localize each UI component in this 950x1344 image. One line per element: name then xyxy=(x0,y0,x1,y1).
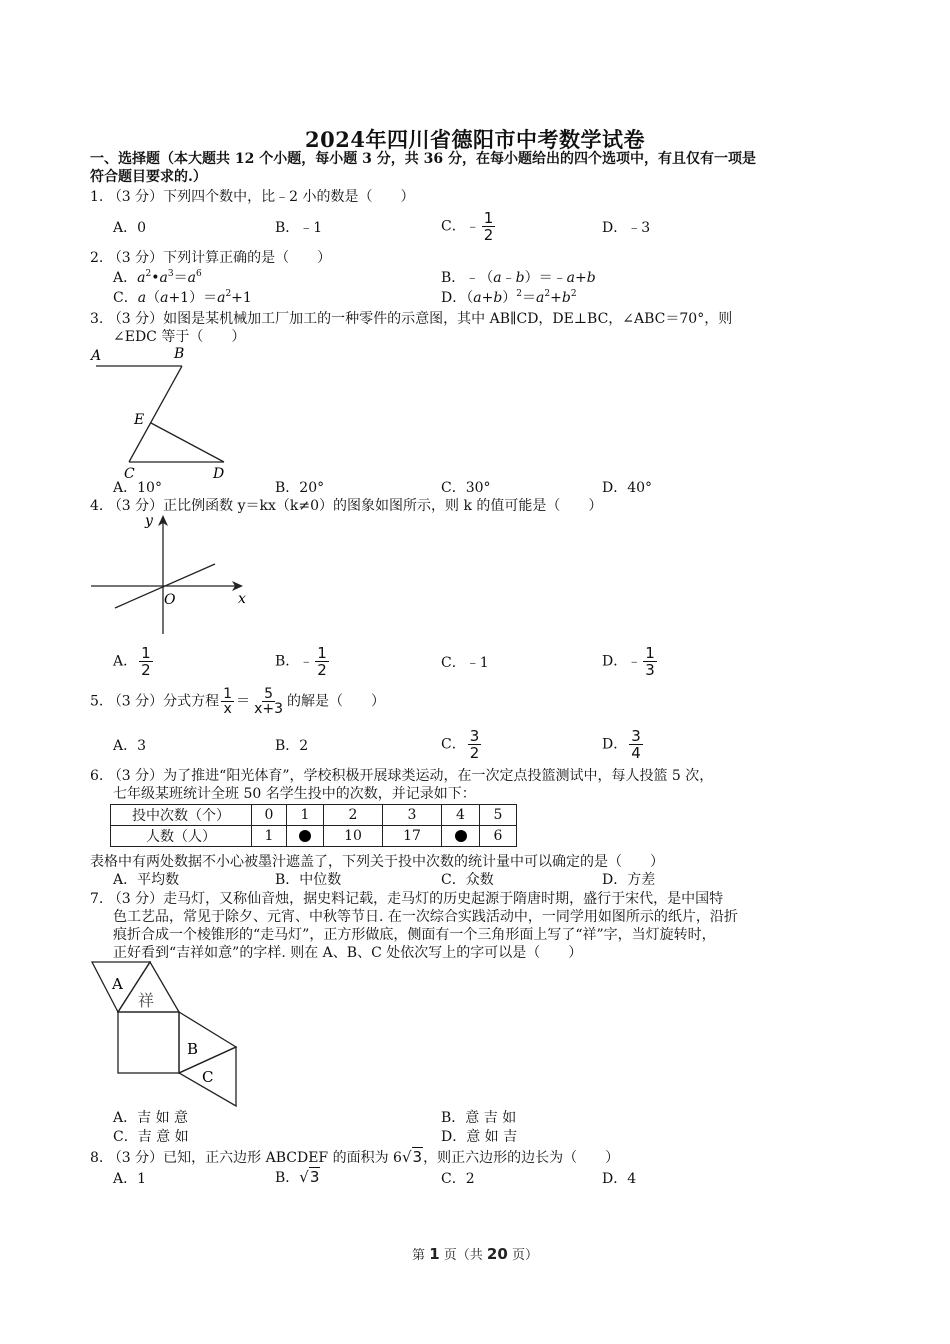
label-a: A xyxy=(112,975,123,993)
q4-option-b[interactable]: B．﹣ $\frac{1}{2}$ xyxy=(275,644,327,679)
question-7-stem-line4: 正好看到“吉祥如意”的字样. 则在 A、B、C 处依次写上的字可以是（ ） xyxy=(113,945,583,961)
question-7-stem-line2: 色工艺品，常见于除夕、元宵、中秋等节日. 在一次综合实践活动中，一同学用如图所示的纸片，沿折 xyxy=(113,909,738,925)
question-3-stem-line1: 3. （3 分）如图是某机械加工厂加工的一种零件的示意图，其中 AB∥CD，DE⊥BC，∠ABC＝70°，则 xyxy=(90,311,733,327)
q7-option-a[interactable]: A．吉 如 意 xyxy=(113,1110,189,1126)
q7-lantern-net-figure xyxy=(88,958,248,1113)
q5-option-a[interactable]: A．3 xyxy=(113,738,147,754)
q3-geometry-figure xyxy=(88,344,248,484)
shots-table xyxy=(110,804,517,847)
question-4-stem: 4. （3 分）正比例函数 y＝kx（k≠0）的图象如图所示，则 k 的值可能是（ ） xyxy=(90,498,603,514)
q7-option-c[interactable]: C．吉 意 如 xyxy=(113,1129,189,1145)
q6-option-b[interactable]: B．中位数 xyxy=(275,872,342,888)
q6-option-c[interactable]: C．众数 xyxy=(441,872,494,888)
label-b: B xyxy=(187,1040,199,1058)
q8-option-a[interactable]: A．1 xyxy=(113,1171,147,1187)
ink-blot-icon xyxy=(455,830,467,842)
q8-option-c[interactable]: C．2 xyxy=(441,1171,475,1187)
ink-blot-1 xyxy=(287,826,324,847)
page-number: 1 xyxy=(429,1245,440,1263)
q4-option-c[interactable]: C．﹣1 xyxy=(441,655,489,671)
label-origin: O xyxy=(164,592,176,608)
q1-option-a[interactable]: A．0 xyxy=(113,220,147,236)
page-total: 20 xyxy=(486,1245,508,1263)
q8-option-b[interactable]: B．√3 xyxy=(275,1168,320,1186)
q1-option-d[interactable]: D．﹣3 xyxy=(602,220,651,236)
label-e: E xyxy=(134,412,145,428)
fraction: $\frac{1}{2}$ xyxy=(483,209,494,244)
page-footer: 第 1 页（共 20 页） xyxy=(412,1245,538,1263)
q5-option-c[interactable]: C． $\frac{3}{2}$ xyxy=(441,727,480,762)
section-heading-line1: 一、选择题（本大题共 12 个小题，每小题 3 分，共 36 分，在每小题给出的四个选项中，有且仅有一项是 xyxy=(90,151,756,167)
question-6-stem-line3: 表格中有两处数据不小心被墨汁遮盖了，下列关于投中次数的统计量中可以确定的是（ ） xyxy=(90,854,664,870)
label-x: x xyxy=(238,591,246,607)
ink-blot-icon xyxy=(299,830,311,842)
equation-fraction-left: $\frac{1}{x}$ xyxy=(223,686,233,717)
question-7-stem-line3: 痕折合成一个棱锥形的“走马灯”，正方形做底，侧面有一个三角形面上写了“祥”字，当灯旋转时， xyxy=(113,927,716,943)
table-row: 投中次数（个） 0 1 2 3 4 5 xyxy=(111,805,517,826)
q2-option-c[interactable]: C．$a(a+1)=a^2+1$ xyxy=(113,289,252,306)
q6-option-d[interactable]: D．方差 xyxy=(602,872,656,888)
sqrt-symbol: √3 xyxy=(401,1148,423,1166)
q7-option-b[interactable]: B．意 吉 如 xyxy=(441,1110,517,1126)
sqrt-symbol: √3 xyxy=(299,1168,320,1186)
q2-option-a[interactable]: A．$a^2•a^3=a^6$ xyxy=(113,269,202,286)
q2-option-b[interactable]: B．﹣（a﹣b）＝﹣a+b xyxy=(441,270,596,286)
label-c: C xyxy=(124,466,135,482)
label-d: D xyxy=(213,466,225,482)
equation-fraction-right: $\frac{5}{x+3}$ xyxy=(254,686,284,717)
ink-blot-2 xyxy=(442,826,480,847)
q4-option-d[interactable]: D．﹣ $\frac{1}{3}$ xyxy=(602,644,655,679)
q3-option-a[interactable]: A．10° xyxy=(113,480,162,496)
table-row: 人数（人） 1 10 17 6 xyxy=(111,826,517,847)
q5-option-b[interactable]: B．2 xyxy=(275,738,309,754)
page-title: 2024年四川省德阳市中考数学试卷 xyxy=(305,127,645,152)
label-y: y xyxy=(145,513,153,529)
q6-option-a[interactable]: A．平均数 xyxy=(113,872,180,888)
q4-option-a[interactable]: A． $\frac{1}{2}$ xyxy=(113,644,151,679)
q5-option-d[interactable]: D． $\frac{3}{4}$ xyxy=(602,727,641,762)
label-b: B xyxy=(174,346,185,362)
q3-option-c[interactable]: C．30° xyxy=(441,480,491,496)
q2-option-d[interactable]: D．$(a+b)^2=a^2+b^2$ xyxy=(441,289,577,306)
q8-option-d[interactable]: D．4 xyxy=(602,1171,637,1187)
question-3-stem-line2: ∠EDC 等于（ ） xyxy=(113,329,246,345)
question-6-stem-line2: 七年级某班统计全班 50 名学生投中的次数，并记录如下： xyxy=(113,786,476,802)
label-xiang: 祥 xyxy=(138,991,155,1010)
q7-option-d[interactable]: D．意 如 吉 xyxy=(441,1129,518,1145)
label-a: A xyxy=(91,348,102,364)
question-1-stem: 1. （3 分）下列四个数中，比﹣2 小的数是（ ） xyxy=(90,189,415,205)
question-7-stem-line1: 7. （3 分）走马灯，又称仙音烛，据史料记载，走马灯的历史起源于隋唐时期，盛行于宋代，是中国特 xyxy=(90,891,724,907)
label-c: C xyxy=(202,1068,214,1086)
q4-graph-figure xyxy=(88,510,258,645)
q3-option-b[interactable]: B．20° xyxy=(275,480,325,496)
question-5-stem: 5. （3 分）分式方程 $\frac{1}{x}$ ＝ $\frac{5}{x+3}$ 的解是（ ） xyxy=(90,686,386,717)
question-2-stem: 2. （3 分）下列计算正确的是（ ） xyxy=(90,250,332,266)
question-8-stem: 8. （3 分）已知，正六边形 ABCDEF 的面积为 6√3，则正六边形的边长为（ ） xyxy=(90,1148,620,1166)
q1-option-b[interactable]: B．﹣1 xyxy=(275,220,323,236)
section-heading-line2: 符合题目要求的.） xyxy=(90,169,207,185)
question-6-stem-line1: 6. （3 分）为了推进“阳光体育”，学校积极开展球类运动，在一次定点投篮测试中，每人投篮 5 次， xyxy=(90,768,714,784)
q3-option-d[interactable]: D．40° xyxy=(602,480,653,496)
q1-option-c[interactable]: C．﹣ $\frac{1}{2}$ xyxy=(441,209,494,244)
